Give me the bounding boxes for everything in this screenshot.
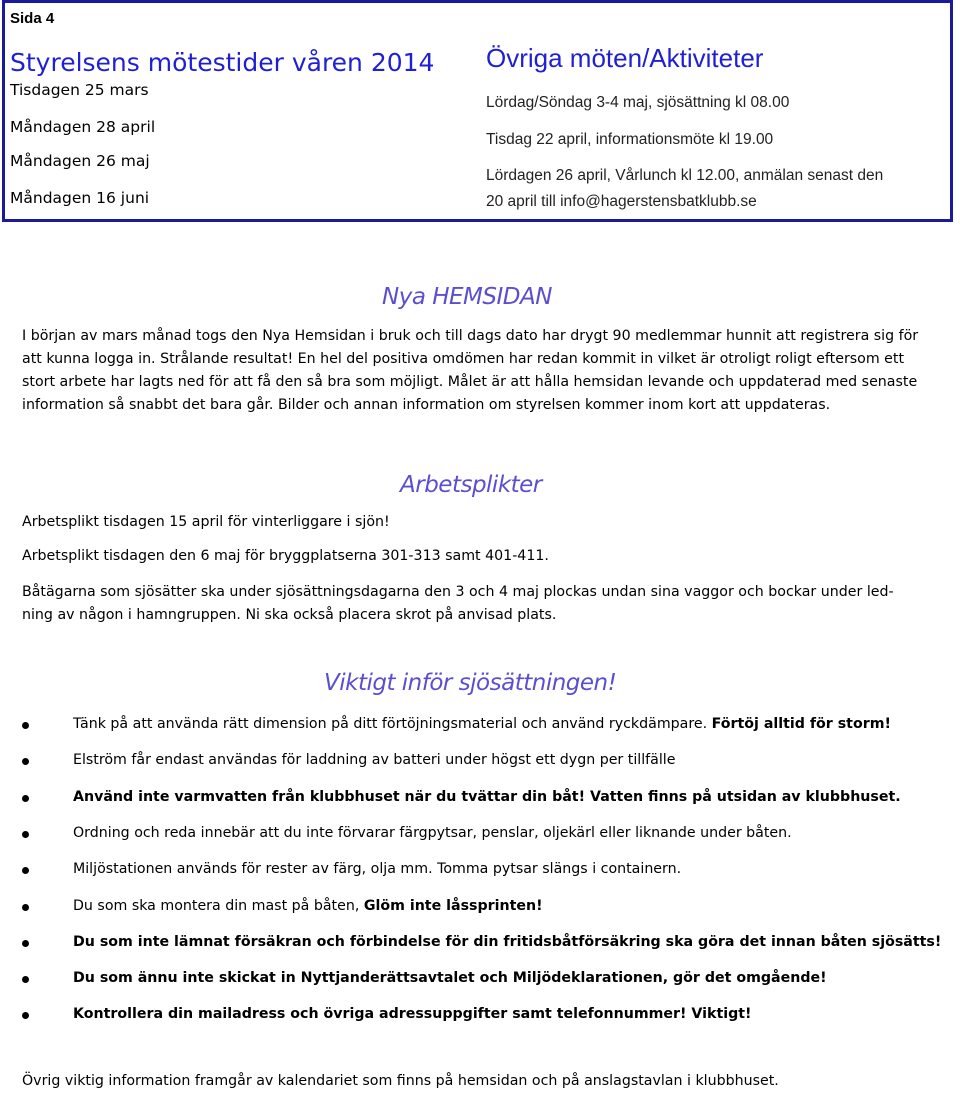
board-meetings-title: Styrelsens mötestider våren 2014 xyxy=(10,48,435,77)
item-text: Miljöstationen används för rester av färg, olja mm. Tomma pytsar slängs i containern. xyxy=(73,861,682,877)
work-duty-paragraph: Båtägarna som sjösätter ska under sjösättningsdagarna den 3 och 4 maj plockas undan sina vaggor och bockar under led-ning av någon i hamngruppen. Ni ska också placera skrot på anvisad plats. xyxy=(22,584,894,623)
other-meeting-line: 20 april till info@hagerstensbatklubb.se xyxy=(486,193,757,210)
item-text: Elström får endast användas för laddning av batteri under högst ett dygn per tillfälle xyxy=(73,752,676,768)
bullet-icon xyxy=(22,722,29,729)
work-duty-line: Arbetsplikt tisdagen den 6 maj för bryggplatserna 301-313 samt 401-411. xyxy=(22,548,549,564)
board-meeting-date: Måndagen 26 maj xyxy=(10,152,150,170)
bullet-icon xyxy=(22,976,29,983)
other-meeting-line: Lördag/Söndag 3-4 maj, sjösättning kl 08.00 xyxy=(486,94,790,111)
item-emphasis: Förtöj alltid för storm! xyxy=(711,716,891,732)
bullet-icon xyxy=(22,867,29,874)
other-meeting-line: Tisdag 22 april, informationsmöte kl 19.00 xyxy=(486,131,774,148)
work-duty-title: Arbetsplikter xyxy=(400,472,542,498)
other-meetings-title: Övriga möten/Aktiviteter xyxy=(486,43,764,73)
item-emphasis: Du som ännu inte skickat in Nyttjanderättsavtalet och Miljödeklarationen, gör det omgående! xyxy=(73,970,827,986)
launch-title: Viktigt inför sjösättningen! xyxy=(324,670,617,696)
homepage-title: Nya HEMSIDAN xyxy=(382,284,552,310)
item-emphasis: Glöm inte låssprinten! xyxy=(363,898,543,914)
bullet-icon xyxy=(22,940,29,947)
bullet-icon xyxy=(22,795,29,802)
item-text: Ordning och reda innebär att du inte förvarar färgpytsar, penslar, oljekärl eller liknande under båten. xyxy=(73,825,792,841)
item-emphasis: Du som inte lämnat försäkran och förbindelse för din fritidsbåtförsäkring ska göra det innan båten sjösätts! xyxy=(73,934,942,950)
other-meeting-line: Lördagen 26 april, Vårlunch kl 12.00, anmälan senast den xyxy=(486,167,884,184)
board-meeting-date: Måndagen 16 juni xyxy=(10,189,150,207)
homepage-body: I början av mars månad togs den Nya Hemsidan i bruk och till dags dato har drygt 90 medlemmar hunnit att registrera sig för att kunna logga in. Strålande resultat! En hel del positiva omdömen har redan kommit in vilket är otroligt roligt eftersom ett stort arbete har lagts ned för att få den så bra som möjligt. Målet är att hålla hemsidan levande och uppdaterad med senaste information så snabbt det bara går. Bilder och annan information om styrelsen kommer inom kort att uppdateras. xyxy=(22,328,919,413)
board-meeting-date: Måndagen 28 april xyxy=(10,118,156,136)
footer-note: Övrig viktig information framgår av kalendariet som finns på hemsidan och på anslagstavlan i klubbhuset. xyxy=(22,1073,779,1089)
work-duty-line: Arbetsplikt tisdagen 15 april för vinterliggare i sjön! xyxy=(22,514,390,530)
item-text: Du som ska montera din mast på båten, xyxy=(73,898,364,914)
page-label: Sida 4 xyxy=(10,10,55,27)
item-emphasis: Använd inte varmvatten från klubbhuset när du tvättar din båt! Vatten finns på utsidan av klubbhuset. xyxy=(73,789,901,805)
bullet-icon xyxy=(22,904,29,911)
item-emphasis: Kontrollera din mailadress och övriga adressuppgifter samt telefonnummer! Viktigt! xyxy=(73,1006,752,1022)
bullet-icon xyxy=(22,1012,29,1019)
board-meeting-date: Tisdagen 25 mars xyxy=(10,81,149,99)
bullet-icon xyxy=(22,831,29,838)
bullet-icon xyxy=(22,758,29,765)
item-text: Tänk på att använda rätt dimension på ditt förtöjningsmaterial och använd ryckdämpare. xyxy=(73,716,712,732)
